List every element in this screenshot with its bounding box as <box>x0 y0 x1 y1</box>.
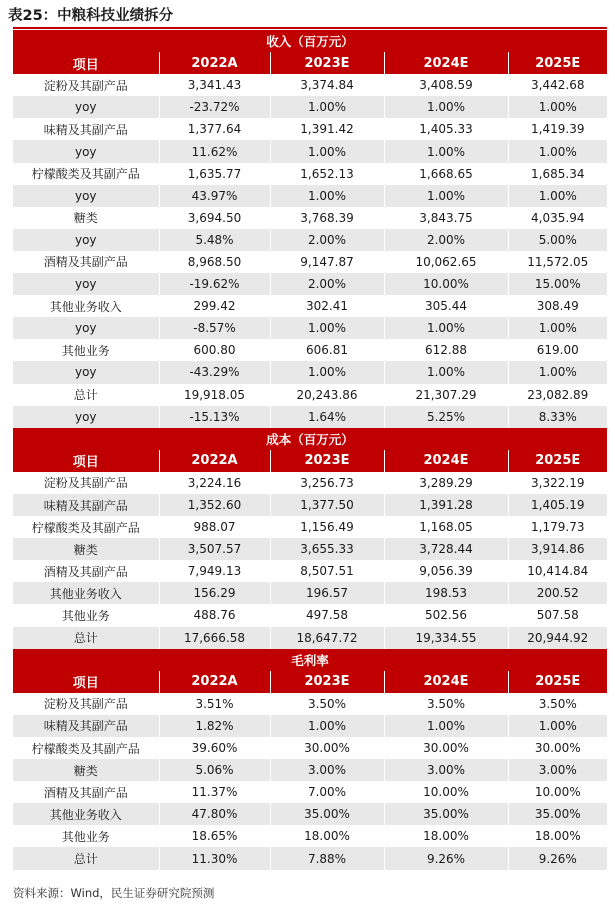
table-row <box>13 74 607 96</box>
row-label: 淀粉及其副产品 <box>13 693 159 715</box>
table-cell: 18,647.72 <box>270 627 384 649</box>
table-cell: 3,289.29 <box>384 472 508 494</box>
row-label: yoy <box>13 96 159 118</box>
table-cell: 20,944.92 <box>508 627 607 649</box>
table-row <box>13 96 607 118</box>
row-label: 柠檬酸类及其副产品 <box>13 737 159 759</box>
section-header-row <box>13 428 607 450</box>
table-row <box>13 715 607 737</box>
table-cell: 3,408.59 <box>384 74 508 96</box>
row-label: yoy <box>13 317 159 339</box>
row-label: 酒精及其副产品 <box>13 781 159 803</box>
table-row <box>13 693 607 715</box>
row-label: 淀粉及其副产品 <box>13 472 159 494</box>
table-cell: 47.80% <box>159 803 270 825</box>
table-cell: 606.81 <box>270 339 384 361</box>
table-cell: 10.00% <box>508 781 607 803</box>
table-cell: 1.00% <box>270 185 384 207</box>
table-cell: 3.00% <box>270 759 384 781</box>
column-header: 2025E <box>508 52 607 74</box>
table-row <box>13 759 607 781</box>
table-cell: 302.41 <box>270 295 384 317</box>
row-label: yoy <box>13 361 159 383</box>
table-cell: 15.00% <box>508 273 607 295</box>
table-row <box>13 781 607 803</box>
column-header: 项目 <box>13 52 159 74</box>
table-cell: 308.49 <box>508 295 607 317</box>
table-cell: 5.00% <box>508 229 607 251</box>
table-row <box>13 803 607 825</box>
table-row <box>13 229 607 251</box>
table-cell: 1.00% <box>508 140 607 162</box>
table-row <box>13 847 607 869</box>
table-cell: 17,666.58 <box>159 627 270 649</box>
table-cell: 1.00% <box>270 140 384 162</box>
table-cell: 1.00% <box>384 96 508 118</box>
table-cell: 1,391.42 <box>270 118 384 140</box>
table-cell: 39.60% <box>159 737 270 759</box>
table-cell: 11.62% <box>159 140 270 162</box>
row-label: 味精及其副产品 <box>13 118 159 140</box>
table-row <box>13 273 607 295</box>
column-header: 项目 <box>13 671 159 693</box>
row-label: yoy <box>13 406 159 428</box>
table-cell: -15.13% <box>159 406 270 428</box>
table-cell: 1,377.50 <box>270 494 384 516</box>
table-cell: 35.00% <box>384 803 508 825</box>
table-cell: 10,414.84 <box>508 560 607 582</box>
table-cell: 1.00% <box>270 361 384 383</box>
section-title: 毛利率 <box>13 649 607 671</box>
row-label: 味精及其副产品 <box>13 715 159 737</box>
table-row <box>13 472 607 494</box>
table-cell: 3,694.50 <box>159 207 270 229</box>
row-label: 酒精及其副产品 <box>13 251 159 273</box>
table-cell: 19,918.05 <box>159 384 270 406</box>
table-cell: 612.88 <box>384 339 508 361</box>
table-row <box>13 295 607 317</box>
table-cell: 1.00% <box>270 96 384 118</box>
table-cell: 9,056.39 <box>384 560 508 582</box>
table-cell: 1.00% <box>384 361 508 383</box>
table-cell: 19,334.55 <box>384 627 508 649</box>
column-header: 2024E <box>384 52 508 74</box>
table-cell: 1.00% <box>270 317 384 339</box>
table-row <box>13 627 607 649</box>
table-cell: 1,652.13 <box>270 163 384 185</box>
row-label: 味精及其副产品 <box>13 494 159 516</box>
column-header: 2022A <box>159 450 270 472</box>
table-cell: 156.29 <box>159 582 270 604</box>
row-label: yoy <box>13 273 159 295</box>
table-cell: 3,442.68 <box>508 74 607 96</box>
column-header: 2024E <box>384 671 508 693</box>
column-header-row <box>13 450 607 472</box>
table-cell: 1,352.60 <box>159 494 270 516</box>
table-cell: 1.00% <box>508 317 607 339</box>
column-header-row <box>13 671 607 693</box>
column-header: 2023E <box>270 671 384 693</box>
table-cell: 3,914.86 <box>508 538 607 560</box>
table-row <box>13 317 607 339</box>
table-cell: 497.58 <box>270 604 384 626</box>
table-cell: 20,243.86 <box>270 384 384 406</box>
row-label: 柠檬酸类及其副产品 <box>13 163 159 185</box>
table-cell: 5.48% <box>159 229 270 251</box>
table-cell: 2.00% <box>384 229 508 251</box>
table-row <box>13 140 607 162</box>
table-title: 表25：中粮科技业绩拆分 <box>8 8 174 24</box>
table-cell: 3,224.16 <box>159 472 270 494</box>
row-label: 糖类 <box>13 207 159 229</box>
table-cell: 1,377.64 <box>159 118 270 140</box>
table-cell: 1.00% <box>270 715 384 737</box>
row-label: yoy <box>13 140 159 162</box>
column-header: 2022A <box>159 671 270 693</box>
table-cell: 23,082.89 <box>508 384 607 406</box>
table-cell: 1,668.65 <box>384 163 508 185</box>
table-cell: 3,507.57 <box>159 538 270 560</box>
column-header: 2023E <box>270 450 384 472</box>
table-cell: 1.00% <box>508 185 607 207</box>
table-cell: 1.00% <box>384 715 508 737</box>
table-row <box>13 825 607 847</box>
table-cell: 1.00% <box>508 715 607 737</box>
table-row <box>13 516 607 538</box>
column-header: 项目 <box>13 450 159 472</box>
table-row <box>13 737 607 759</box>
table-cell: 43.97% <box>159 185 270 207</box>
table-cell: 1.00% <box>384 317 508 339</box>
table-cell: 18.00% <box>508 825 607 847</box>
table-cell: 3,843.75 <box>384 207 508 229</box>
table-row <box>13 361 607 383</box>
column-header: 2023E <box>270 52 384 74</box>
table-row <box>13 582 607 604</box>
table-row <box>13 560 607 582</box>
table-cell: 3,341.43 <box>159 74 270 96</box>
table-row <box>13 207 607 229</box>
table-row <box>13 185 607 207</box>
row-label: 其他业务 <box>13 825 159 847</box>
table-cell: 35.00% <box>270 803 384 825</box>
table-cell: 8,968.50 <box>159 251 270 273</box>
table-cell: 1,168.05 <box>384 516 508 538</box>
table-cell: 3.50% <box>270 693 384 715</box>
section-header-row <box>13 30 607 52</box>
table-cell: 1,156.49 <box>270 516 384 538</box>
table-row <box>13 118 607 140</box>
column-header: 2024E <box>384 450 508 472</box>
table-cell: 2.00% <box>270 229 384 251</box>
table-cell: -23.72% <box>159 96 270 118</box>
table-cell: 3,374.84 <box>270 74 384 96</box>
table-cell: 35.00% <box>508 803 607 825</box>
table-cell: 8.33% <box>508 406 607 428</box>
table-cell: 619.00 <box>508 339 607 361</box>
table-cell: 1.64% <box>270 406 384 428</box>
table-row <box>13 339 607 361</box>
table-cell: 196.57 <box>270 582 384 604</box>
row-label: 糖类 <box>13 759 159 781</box>
table-cell: 21,307.29 <box>384 384 508 406</box>
table-cell: 3.51% <box>159 693 270 715</box>
table-cell: 1.00% <box>508 361 607 383</box>
table-cell: 1.00% <box>384 140 508 162</box>
table-cell: 198.53 <box>384 582 508 604</box>
table-cell: 3,322.19 <box>508 472 607 494</box>
table-cell: 1,179.73 <box>508 516 607 538</box>
table-cell: 9.26% <box>384 847 508 869</box>
table-cell: 1,685.34 <box>508 163 607 185</box>
source-note: 资料来源：Wind，民生证券研究院预测 <box>13 886 215 900</box>
row-label: 其他业务 <box>13 339 159 361</box>
table-cell: 1,635.77 <box>159 163 270 185</box>
table-cell: 10.00% <box>384 781 508 803</box>
table-cell: 1,391.28 <box>384 494 508 516</box>
table-cell: 305.44 <box>384 295 508 317</box>
table-cell: 3.00% <box>508 759 607 781</box>
row-label: 其他业务收入 <box>13 803 159 825</box>
table-cell: 30.00% <box>384 737 508 759</box>
row-label: 淀粉及其副产品 <box>13 74 159 96</box>
table-cell: -19.62% <box>159 273 270 295</box>
table-cell: 1,419.39 <box>508 118 607 140</box>
table-cell: 3,655.33 <box>270 538 384 560</box>
table-cell: 11.30% <box>159 847 270 869</box>
table-cell: 299.42 <box>159 295 270 317</box>
table-cell: 18.00% <box>270 825 384 847</box>
table-cell: 7.00% <box>270 781 384 803</box>
table-cell: 11.37% <box>159 781 270 803</box>
table-cell: 600.80 <box>159 339 270 361</box>
table-cell: 3,728.44 <box>384 538 508 560</box>
table-cell: 1,405.19 <box>508 494 607 516</box>
row-label: yoy <box>13 185 159 207</box>
row-label: 总计 <box>13 384 159 406</box>
table-cell: 9.26% <box>508 847 607 869</box>
row-label: 其他业务收入 <box>13 582 159 604</box>
section-header-row <box>13 649 607 671</box>
table-cell: 507.58 <box>508 604 607 626</box>
table-cell: 11,572.05 <box>508 251 607 273</box>
row-label: 总计 <box>13 627 159 649</box>
table-cell: 5.25% <box>384 406 508 428</box>
table-cell: 1,405.33 <box>384 118 508 140</box>
table-cell: 1.82% <box>159 715 270 737</box>
table-row <box>13 406 607 428</box>
table-row <box>13 538 607 560</box>
column-header: 2025E <box>508 450 607 472</box>
row-label: 其他业务 <box>13 604 159 626</box>
table-cell: 18.65% <box>159 825 270 847</box>
row-label: 其他业务收入 <box>13 295 159 317</box>
row-label: 柠檬酸类及其副产品 <box>13 516 159 538</box>
column-header-row <box>13 52 607 74</box>
table-row <box>13 604 607 626</box>
table-row <box>13 384 607 406</box>
table-cell: 1.00% <box>508 96 607 118</box>
table-cell: 502.56 <box>384 604 508 626</box>
table-cell: 7,949.13 <box>159 560 270 582</box>
section-title: 成本（百万元） <box>13 428 607 450</box>
table-cell: -8.57% <box>159 317 270 339</box>
row-label: 总计 <box>13 847 159 869</box>
table-cell: 8,507.51 <box>270 560 384 582</box>
table-cell: 18.00% <box>384 825 508 847</box>
row-label: 酒精及其副产品 <box>13 560 159 582</box>
table-row <box>13 494 607 516</box>
table-cell: 988.07 <box>159 516 270 538</box>
table-cell: 3.00% <box>384 759 508 781</box>
table-cell: 2.00% <box>270 273 384 295</box>
row-label: 糖类 <box>13 538 159 560</box>
table-cell: 1.00% <box>384 185 508 207</box>
table-cell: 7.88% <box>270 847 384 869</box>
row-label: yoy <box>13 229 159 251</box>
table-cell: 3.50% <box>508 693 607 715</box>
performance-breakdown-table <box>13 30 607 870</box>
column-header: 2022A <box>159 52 270 74</box>
table-cell: 30.00% <box>270 737 384 759</box>
column-header: 2025E <box>508 671 607 693</box>
title-divider <box>13 27 607 29</box>
table-cell: 30.00% <box>508 737 607 759</box>
table-cell: 3,768.39 <box>270 207 384 229</box>
table-cell: 9,147.87 <box>270 251 384 273</box>
table-cell: 3.50% <box>384 693 508 715</box>
table-cell: 4,035.94 <box>508 207 607 229</box>
table-cell: 200.52 <box>508 582 607 604</box>
table-row <box>13 163 607 185</box>
table-cell: 3,256.73 <box>270 472 384 494</box>
table-cell: 488.76 <box>159 604 270 626</box>
table-cell: -43.29% <box>159 361 270 383</box>
table-cell: 10,062.65 <box>384 251 508 273</box>
table-cell: 10.00% <box>384 273 508 295</box>
section-title: 收入（百万元） <box>13 30 607 52</box>
table-cell: 5.06% <box>159 759 270 781</box>
table-body <box>13 30 607 870</box>
table-row <box>13 251 607 273</box>
